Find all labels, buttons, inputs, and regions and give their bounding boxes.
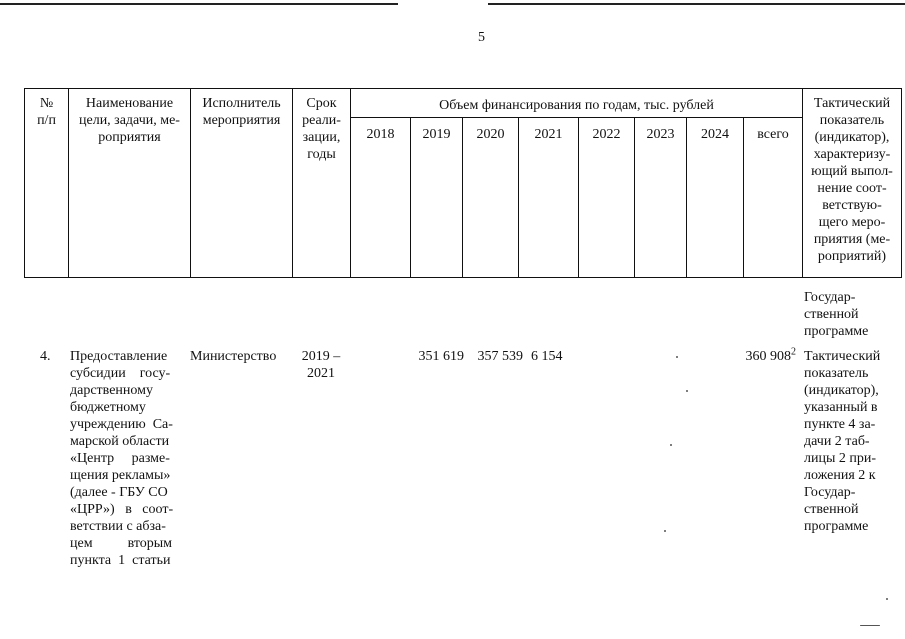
header-executor: Исполнитель мероприятия xyxy=(202,96,281,128)
row-term: 2019 – 2021 xyxy=(301,349,341,381)
row-indicator: Тактический показатель (индикатор), указанный в пункте 4 за- дачи 2 таб- лицы 2 при- ложения 2 к Государ- ственной программе xyxy=(804,349,881,534)
header-year: 2019 xyxy=(422,127,451,142)
row-name-line: «Центр разме- xyxy=(70,451,170,466)
header-year: 2023 xyxy=(646,127,675,142)
row-name-line: «ЦРР») в соот- xyxy=(70,502,174,517)
row-name-line: пункта 1 статьи xyxy=(70,553,171,568)
scan-speck xyxy=(664,530,666,532)
header-year: 2018 xyxy=(366,127,395,142)
row-name-line: щения рекламы» xyxy=(70,468,171,483)
scan-edge-line-right xyxy=(488,3,905,5)
page-number: 5 xyxy=(478,30,485,45)
funding-header-divider xyxy=(350,117,802,118)
row-name-line: учреждению Са- xyxy=(70,417,173,432)
row-value-2020: 357 539 xyxy=(477,349,523,364)
row-value-2019: 351 619 xyxy=(418,349,464,364)
row-name-line: субсидии госу- xyxy=(70,366,171,381)
row-total-footnote: 2 xyxy=(791,346,796,358)
header-year: 2022 xyxy=(592,127,621,142)
header-funding: Объем финансирования по годам, тыс. рублей xyxy=(439,98,714,113)
row-name xyxy=(70,348,186,569)
row-value-total xyxy=(720,348,796,365)
table-header xyxy=(24,88,902,278)
row-number: 4. xyxy=(40,349,51,364)
row-name-line: Предоставление xyxy=(70,349,168,364)
scan-speck xyxy=(670,444,672,446)
row-name-line: ветствии с абза- xyxy=(70,519,166,534)
header-num: № п/п xyxy=(37,96,56,128)
row-name-line: (далее - ГБУ СО xyxy=(70,485,168,500)
row-name-line: бюджетному xyxy=(70,400,146,415)
scan-edge-line-left xyxy=(0,3,398,5)
row-value-2021: 6 154 xyxy=(531,349,563,364)
row-name-line: дарственному xyxy=(70,383,153,398)
header-year: 2021 xyxy=(534,127,563,142)
scan-speck xyxy=(860,625,880,626)
indicator-continuation: Государ- ственной программе xyxy=(804,290,869,339)
row-executor: Министерство xyxy=(190,349,277,364)
scan-speck xyxy=(686,390,688,392)
scan-speck xyxy=(886,598,888,600)
scan-speck xyxy=(676,356,678,358)
row-name-line: марской области xyxy=(70,434,170,449)
header-term: Срок реали- зации, годы xyxy=(302,96,341,162)
header-indicator: Тактический показатель (индикатор), характеризу- ющий выпол- нение соот- ветствую- щего меро- приятия (ме- роприятий) xyxy=(811,96,893,264)
header-name: Наименование цели, задачи, ме- роприятия xyxy=(79,96,180,145)
header-year: 2024 xyxy=(701,127,729,142)
row-total-amount: 360 908 xyxy=(745,349,791,364)
row-name-line: цем вторым xyxy=(70,536,173,551)
header-year: 2020 xyxy=(476,127,505,142)
header-total: всего xyxy=(757,127,789,142)
